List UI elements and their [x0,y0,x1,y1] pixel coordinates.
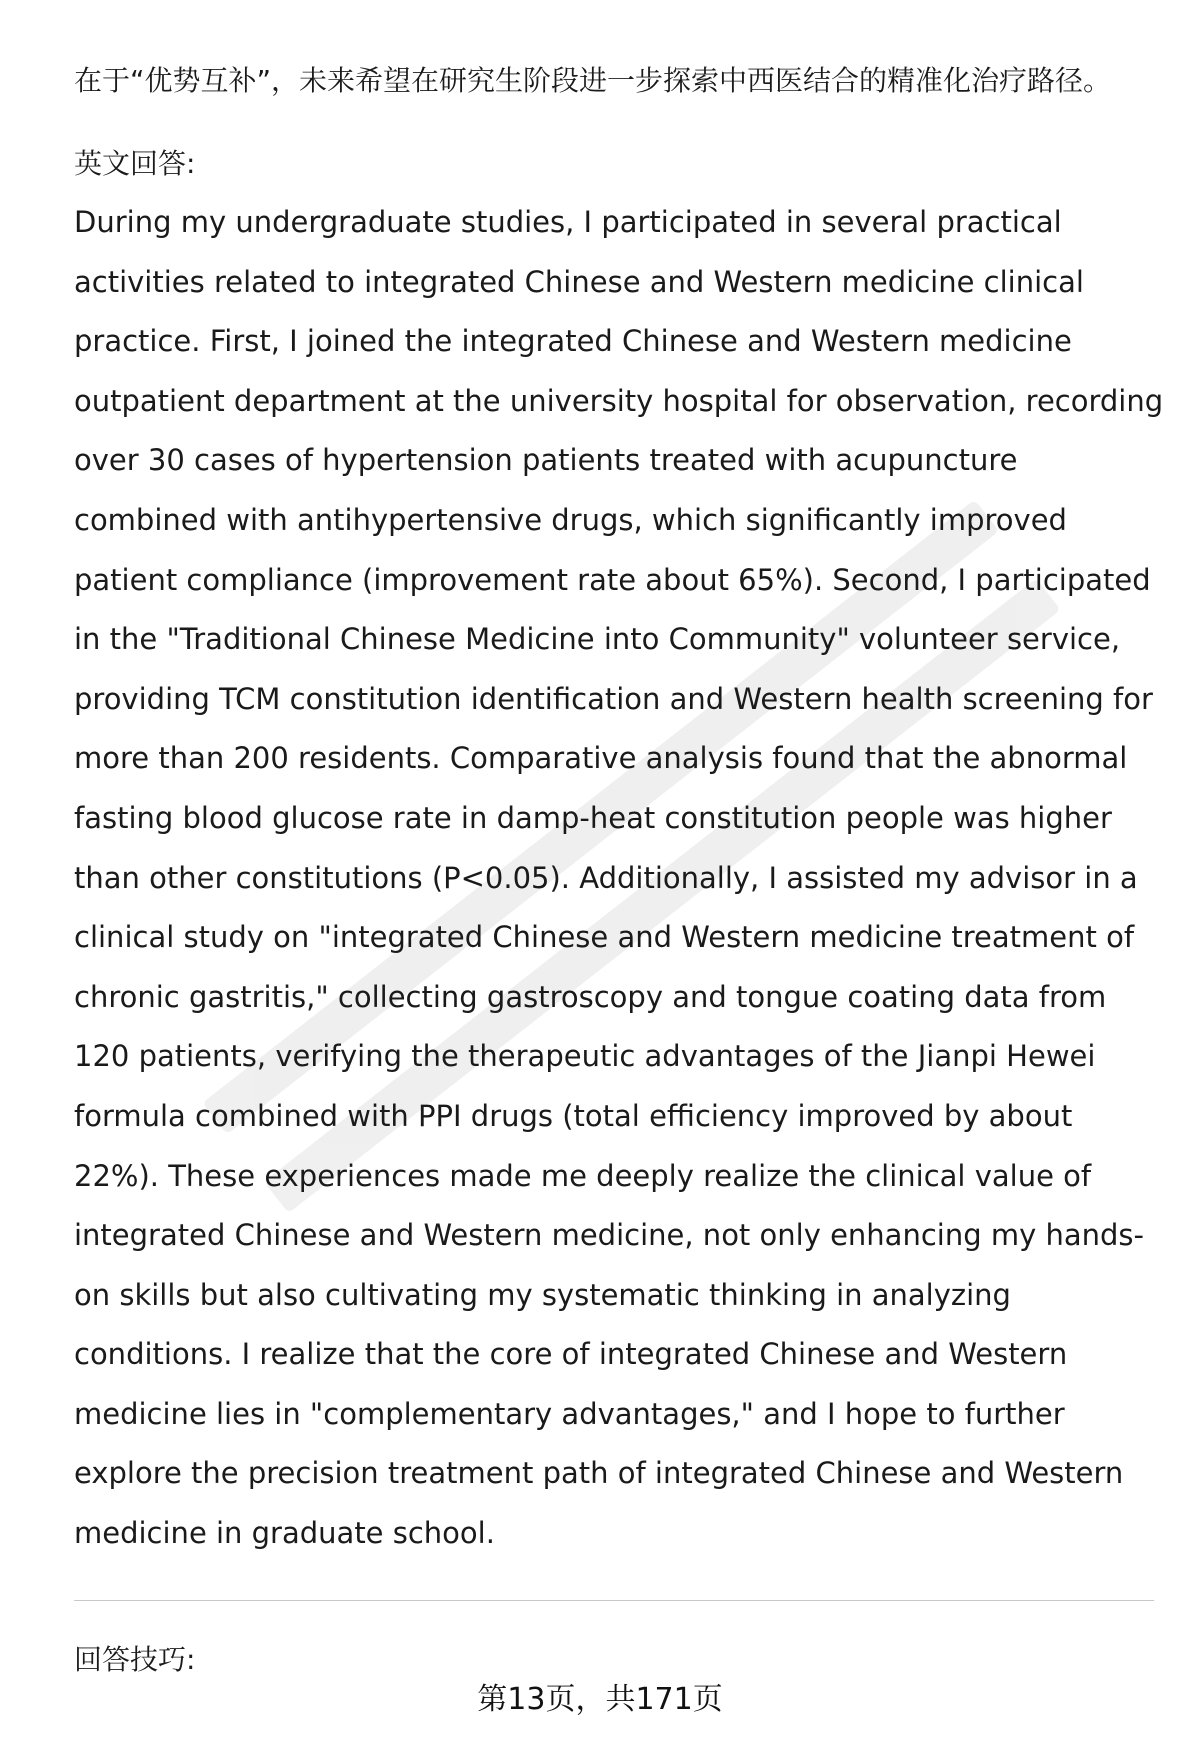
continuation-paragraph: 在于“优势互补”，未来希望在研究生阶段进一步探索中西医结合的精准化治疗路径。 [74,64,1112,97]
document-body [74,52,1164,1564]
english-answer-label: 英文回答: [74,147,196,180]
english-answer-paragraph: During my undergraduate studies, I participated in several practical activities related to integrated Chinese and Western medicine clinical practice. First, I joined the integrated Chinese and Western medicine outpatient department at the university hospital for observation, recording over 30 cases of hypertension patients treated with acupuncture combined with antihypertensive drugs, which significantly improved patient compliance (improvement rate about 65%). Second, I participated in the "Traditional Chinese Medicine into Community" volunteer service, providing TCM constitution identification and Western health screening for more than 200 residents. Comparative analysis found that the abnormal fasting blood glucose rate in damp-heat constitution people was higher than other constitutions (P<0.05). Additionally, I assisted my advisor in a clinical study on "integrated Chinese and Western medicine treatment of chronic gastritis," collecting gastroscopy and tongue coating data from 120 patients, verifying the therapeutic advantages of the Jianpi Hewei formula combined with PPI drugs (total efficiency improved by about 22%). These experiences made me deeply realize the clinical value of integrated Chinese and Western medicine, not only enhancing my hands-on skills but also cultivating my systematic thinking in analyzing conditions. I realize that the core of integrated Chinese and Western medicine lies in "complementary advantages," and I hope to further explore the precision treatment path of integrated Chinese and Western medicine in graduate school. [74,205,1164,1551]
answer-tips-label: 回答技巧: [74,1643,196,1676]
section-divider [74,1600,1154,1601]
page-indicator: 第13页，共171页 [477,1682,723,1717]
